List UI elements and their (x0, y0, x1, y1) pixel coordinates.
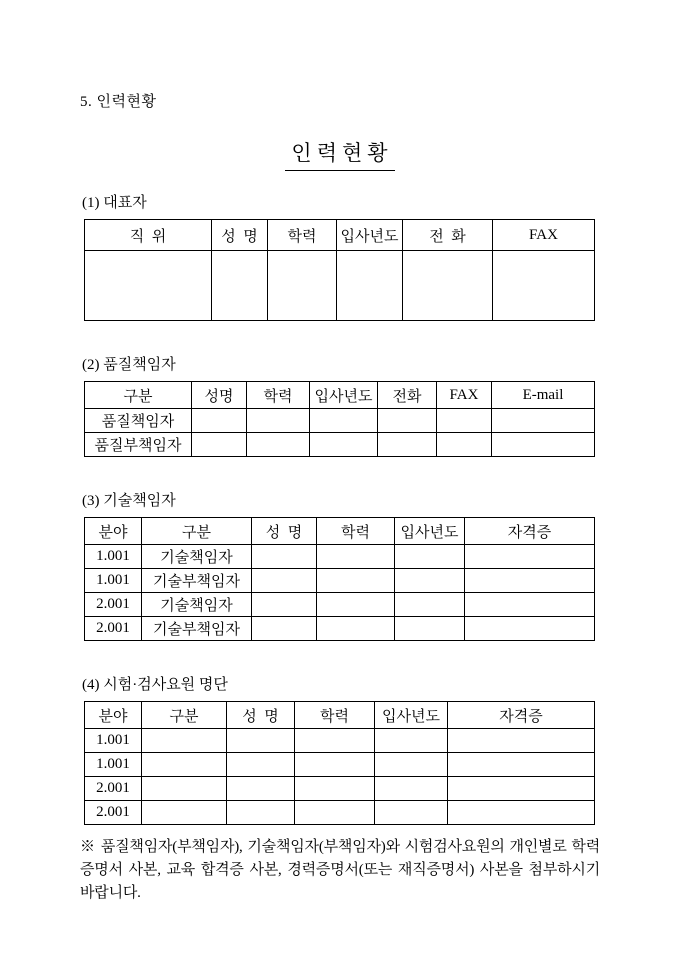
table-cell (465, 593, 595, 617)
table-cell (192, 409, 247, 433)
table-cell (85, 251, 212, 321)
table-cell (142, 801, 227, 825)
table-cell: 기술부책임자 (142, 569, 252, 593)
col-header-education: 학력 (317, 518, 395, 545)
table-cell (252, 593, 317, 617)
table-cell (493, 251, 595, 321)
col-header-education: 학력 (295, 702, 375, 729)
table-row (85, 251, 595, 321)
section-heading: 5. 인력현황 (80, 94, 157, 110)
table-row (85, 753, 595, 777)
col-header-category: 구분 (85, 382, 192, 409)
table-row (85, 593, 595, 617)
table-cell (227, 801, 295, 825)
table-row (85, 433, 595, 457)
col-header-education: 학력 (247, 382, 310, 409)
table-row (85, 617, 595, 641)
table-cell (337, 251, 403, 321)
table-cell (247, 409, 310, 433)
table-cell (317, 617, 395, 641)
table-cell (252, 617, 317, 641)
table-cell (378, 409, 437, 433)
col-header-field: 분야 (85, 702, 142, 729)
table-cell (375, 801, 448, 825)
col-header-education: 학력 (268, 220, 337, 251)
table-cell (227, 753, 295, 777)
table-cell (227, 777, 295, 801)
table-cell (142, 753, 227, 777)
col-header-join-year: 입사년도 (337, 220, 403, 251)
table-cell: 1.001 (85, 729, 142, 753)
col-header-fax: FAX (493, 220, 595, 251)
col-header-category: 구분 (142, 702, 227, 729)
table-cell (375, 777, 448, 801)
table-cell: 품질부책임자 (85, 433, 192, 457)
table-cell (492, 433, 595, 457)
table-cell (295, 753, 375, 777)
col-header-phone: 전화 (378, 382, 437, 409)
table-cell (437, 409, 492, 433)
table-cell (142, 729, 227, 753)
col-header-join-year: 입사년도 (395, 518, 465, 545)
table-cell: 기술책임자 (142, 545, 252, 569)
section-quality-manager (80, 353, 600, 457)
table-cell (448, 777, 595, 801)
table-cell (395, 593, 465, 617)
section-test-inspectors (80, 673, 600, 825)
table-cell: 기술책임자 (142, 593, 252, 617)
table-cell: 2.001 (85, 617, 142, 641)
table-cell (247, 433, 310, 457)
section-label: (3) 기술책임자 (82, 493, 176, 509)
section-label: (2) 품질책임자 (82, 357, 176, 373)
col-header-field: 분야 (85, 518, 142, 545)
col-header-phone: 전 화 (403, 220, 493, 251)
table-row (85, 777, 595, 801)
col-header-name: 성 명 (252, 518, 317, 545)
col-header-name: 성 명 (227, 702, 295, 729)
table-cell: 1.001 (85, 753, 142, 777)
table-cell: 품질책임자 (85, 409, 192, 433)
table-header-row (85, 702, 595, 729)
section-technical-manager (80, 489, 600, 641)
table-cell (317, 545, 395, 569)
quality-manager-table (84, 381, 595, 457)
page-title: 인력현황 (285, 137, 394, 171)
table-cell (375, 729, 448, 753)
col-header-email: E-mail (492, 382, 595, 409)
table-cell (465, 569, 595, 593)
section-label: (1) 대표자 (82, 195, 147, 211)
table-cell (395, 617, 465, 641)
col-header-fax: FAX (437, 382, 492, 409)
table-cell (212, 251, 268, 321)
table-cell (142, 777, 227, 801)
table-cell (403, 251, 493, 321)
col-header-certificate: 자격증 (448, 702, 595, 729)
table-cell (317, 593, 395, 617)
table-cell (192, 433, 247, 457)
table-header-row (85, 382, 595, 409)
section-label: (4) 시험·검사요원 명단 (82, 677, 228, 693)
table-row (85, 409, 595, 433)
table-cell (268, 251, 337, 321)
table-cell (378, 433, 437, 457)
table-row (85, 545, 595, 569)
test-inspector-table (84, 701, 595, 825)
col-header-join-year: 입사년도 (310, 382, 378, 409)
table-cell (252, 545, 317, 569)
table-cell (295, 777, 375, 801)
table-cell (310, 409, 378, 433)
table-cell (227, 729, 295, 753)
table-cell: 2.001 (85, 777, 142, 801)
table-cell (492, 409, 595, 433)
table-cell (295, 729, 375, 753)
table-cell (310, 433, 378, 457)
table-cell (375, 753, 448, 777)
table-cell (437, 433, 492, 457)
col-header-position: 직 위 (85, 220, 212, 251)
table-row (85, 569, 595, 593)
section-representative (80, 191, 600, 321)
table-cell (295, 801, 375, 825)
table-cell: 기술부책임자 (142, 617, 252, 641)
table-cell: 2.001 (85, 593, 142, 617)
table-cell (252, 569, 317, 593)
table-cell (465, 617, 595, 641)
col-header-join-year: 입사년도 (375, 702, 448, 729)
table-cell (317, 569, 395, 593)
title-wrap (80, 137, 600, 171)
table-cell: 2.001 (85, 801, 142, 825)
col-header-name: 성명 (192, 382, 247, 409)
table-cell (448, 753, 595, 777)
technical-manager-table (84, 517, 595, 641)
table-cell: 1.001 (85, 545, 142, 569)
table-header-row (85, 518, 595, 545)
col-header-name: 성 명 (212, 220, 268, 251)
table-cell: 1.001 (85, 569, 142, 593)
table-cell (465, 545, 595, 569)
table-cell (395, 545, 465, 569)
col-header-certificate: 자격증 (465, 518, 595, 545)
col-header-category: 구분 (142, 518, 252, 545)
representative-table (84, 219, 595, 321)
table-row (85, 729, 595, 753)
footnote: ※ 품질책임자(부책임자), 기술책임자(부책임자)와 시험검사요원의 개인별로 학력증명서 사본, 교육 합격증 사본, 경력증명서(또는 재직증명서) 사본을 첨부하시기 바랍니다. (80, 839, 600, 901)
table-cell (448, 801, 595, 825)
table-header-row (85, 220, 595, 251)
table-cell (448, 729, 595, 753)
table-cell (395, 569, 465, 593)
table-row (85, 801, 595, 825)
